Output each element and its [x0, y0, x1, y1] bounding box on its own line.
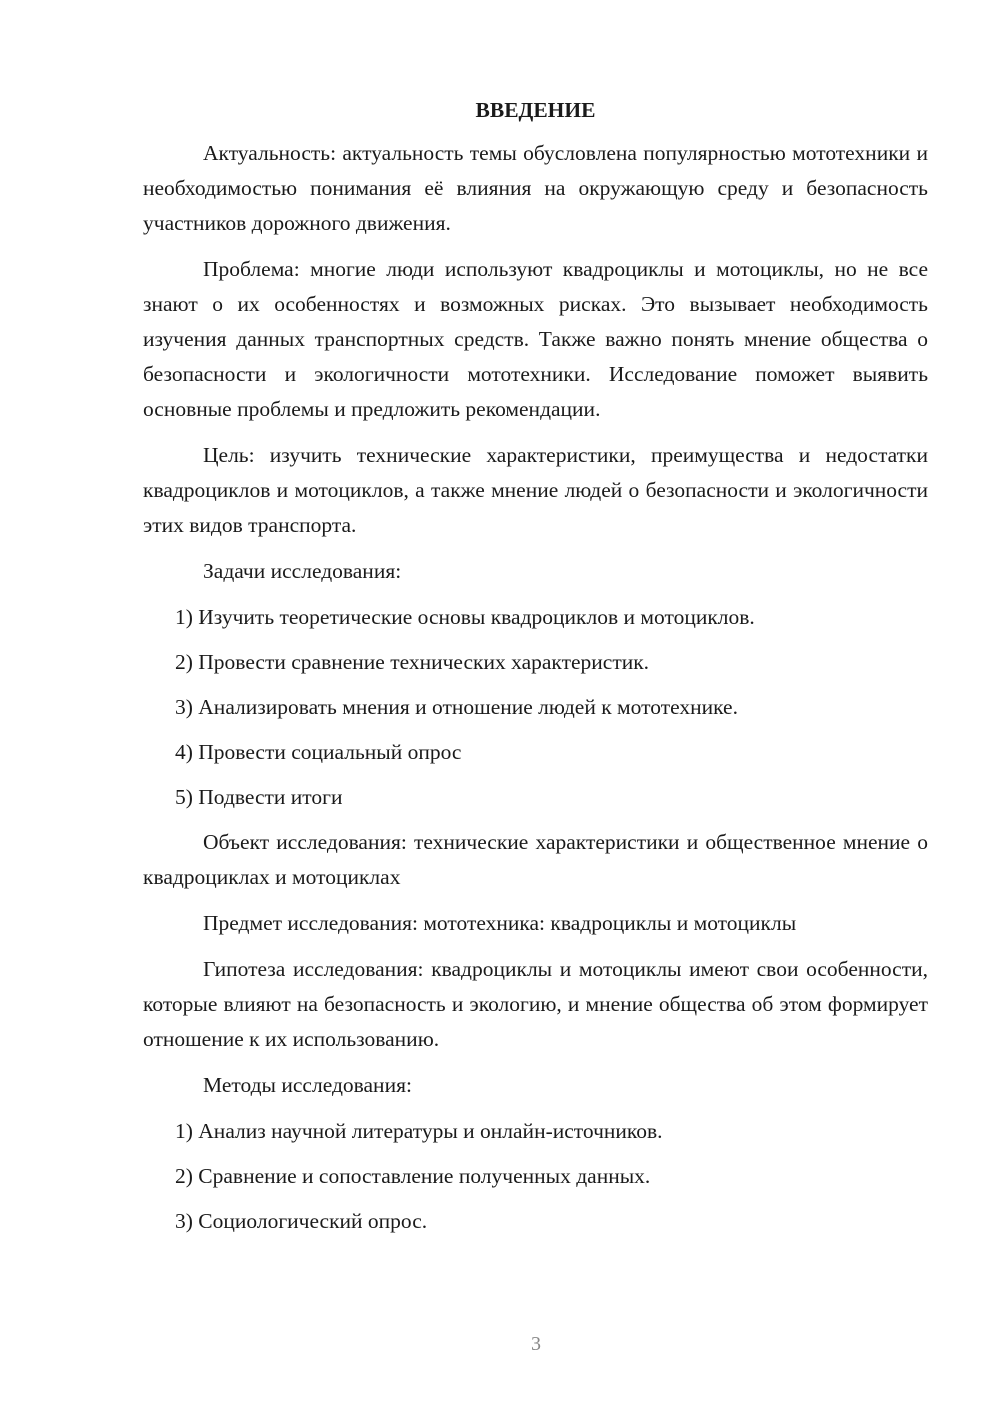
- methods-list: [143, 1114, 928, 1239]
- task-item: 4) Провести социальный опрос: [175, 740, 462, 764]
- section-title: ВВЕДЕНИЕ: [475, 98, 596, 122]
- task-item: 5) Подвести итоги: [175, 785, 343, 809]
- page-number: 3: [531, 1333, 541, 1355]
- actuality-paragraph: Актуальность: актуальность темы обусловлена популярностью мототехники и необходимостью понимания её влияния на окружающую среду и безопасность участников дорожного движения.: [143, 141, 928, 235]
- goal-paragraph: Цель: изучить технические характеристики, преимущества и недостатки квадроциклов и мотоциклов, а также мнение людей о безопасности и экологичности этих видов транспорта.: [143, 443, 928, 537]
- hypothesis-paragraph: Гипотеза исследования: квадроциклы и мотоциклы имеют свои особенности, которые влияют на безопасность и экологию, и мнение общества об этом формирует отношение к их использованию.: [143, 957, 928, 1051]
- method-item: 1) Анализ научной литературы и онлайн-источников.: [175, 1119, 663, 1143]
- method-item: 2) Сравнение и сопоставление полученных данных.: [175, 1164, 651, 1188]
- methods-heading: Методы исследования:: [203, 1073, 412, 1097]
- problem-paragraph: Проблема: многие люди используют квадроциклы и мотоциклы, но не все знают о их особенностях и возможных рисках. Это вызывает необходимость изучения данных транспортных средств. Также важно понять мнение общества о безопасности и экологичности мототехники. Исследование поможет выявить основные проблемы и предложить рекомендации.: [143, 257, 928, 421]
- task-item: 1) Изучить теоретические основы квадроциклов и мотоциклов.: [175, 605, 755, 629]
- object-paragraph: Объект исследования: технические характеристики и общественное мнение о квадроциклах и мотоциклах: [143, 830, 928, 889]
- method-item: 3) Социологический опрос.: [175, 1209, 428, 1233]
- subject-paragraph: Предмет исследования: мототехника: квадроциклы и мотоциклы: [203, 911, 797, 935]
- task-item: 2) Провести сравнение технических характеристик.: [175, 650, 650, 674]
- tasks-list: [143, 600, 928, 815]
- document-page: [143, 94, 928, 1249]
- task-item: 3) Анализировать мнения и отношение людей к мототехнике.: [175, 695, 738, 719]
- tasks-heading: Задачи исследования:: [203, 559, 402, 583]
